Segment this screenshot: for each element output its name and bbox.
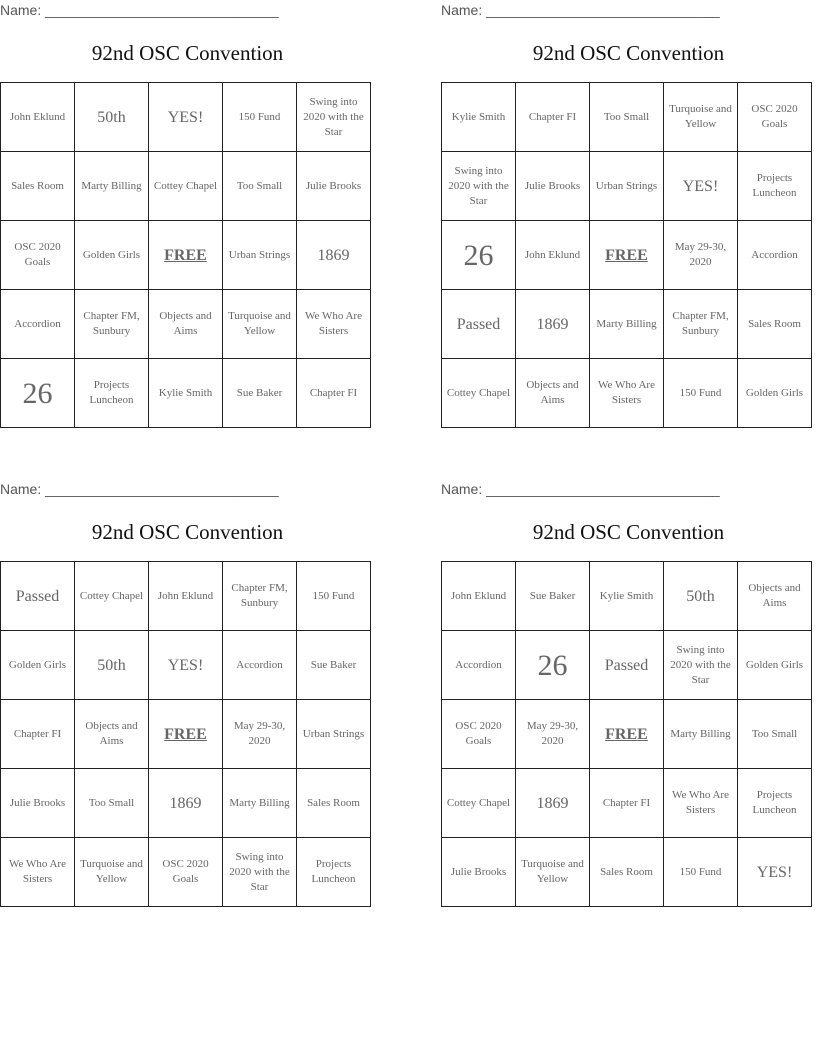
bingo-cell: Objects and Aims <box>75 700 149 769</box>
bingo-row <box>1 562 371 631</box>
bingo-cell: 1869 <box>516 769 590 838</box>
bingo-cell: Too Small <box>75 769 149 838</box>
free-space-cell: FREE <box>149 700 223 769</box>
bingo-cell: Cottey Chapel <box>442 769 516 838</box>
bingo-cell: Sue Baker <box>223 359 297 428</box>
bingo-cell: Chapter FM, Sunbury <box>223 562 297 631</box>
bingo-cell: John Eklund <box>1 83 75 152</box>
bingo-cell: Too Small <box>223 152 297 221</box>
bingo-cell: 26 <box>1 359 75 428</box>
bingo-cell: Julie Brooks <box>516 152 590 221</box>
bingo-row <box>1 838 371 907</box>
bingo-cell: Swing into 2020 with the Star <box>223 838 297 907</box>
bingo-cell: Accordion <box>442 631 516 700</box>
bingo-cell: YES! <box>149 631 223 700</box>
free-space-cell: FREE <box>149 221 223 290</box>
bingo-cell: Sue Baker <box>516 562 590 631</box>
bingo-cell: Chapter FI <box>516 83 590 152</box>
bingo-row <box>1 152 371 221</box>
bingo-cell: Projects Luncheon <box>75 359 149 428</box>
name-field[interactable]: Name: ______________________________ <box>441 2 720 18</box>
card-title: 92nd OSC Convention <box>532 520 725 544</box>
bingo-cell: 26 <box>516 631 590 700</box>
bingo-cell: 50th <box>664 562 738 631</box>
bingo-cell: Urban Strings <box>590 152 664 221</box>
bingo-cell: Chapter FM, Sunbury <box>75 290 149 359</box>
bingo-row <box>442 83 812 152</box>
bingo-cell: 150 Fund <box>664 359 738 428</box>
bingo-cell: Julie Brooks <box>1 769 75 838</box>
bingo-cell: 150 Fund <box>297 562 371 631</box>
bingo-grid <box>0 82 371 428</box>
bingo-cell: Objects and Aims <box>149 290 223 359</box>
bingo-cell: Projects Luncheon <box>738 152 812 221</box>
bingo-cell: Sue Baker <box>297 631 371 700</box>
bingo-cell: Swing into 2020 with the Star <box>664 631 738 700</box>
bingo-cell: YES! <box>738 838 812 907</box>
bingo-cell: Cottey Chapel <box>442 359 516 428</box>
bingo-cell: Passed <box>442 290 516 359</box>
bingo-row <box>1 700 371 769</box>
bingo-cell: Projects Luncheon <box>297 838 371 907</box>
bingo-cell: We Who Are Sisters <box>590 359 664 428</box>
bingo-cell: Golden Girls <box>738 631 812 700</box>
card-title: 92nd OSC Convention <box>532 41 725 65</box>
bingo-cell: Cottey Chapel <box>149 152 223 221</box>
bingo-cell: 1869 <box>149 769 223 838</box>
bingo-row <box>1 769 371 838</box>
bingo-cell: Sales Room <box>738 290 812 359</box>
bingo-cell: Accordion <box>223 631 297 700</box>
bingo-cell: Golden Girls <box>738 359 812 428</box>
name-field[interactable]: Name: ______________________________ <box>441 481 720 497</box>
bingo-cell: YES! <box>149 83 223 152</box>
bingo-cell: Turquoise and Yellow <box>223 290 297 359</box>
bingo-cell: Marty Billing <box>75 152 149 221</box>
bingo-cell: Swing into 2020 with the Star <box>442 152 516 221</box>
card-title: 92nd OSC Convention <box>91 41 284 65</box>
bingo-cell: We Who Are Sisters <box>297 290 371 359</box>
bingo-cell: Chapter FI <box>1 700 75 769</box>
bingo-cell: May 29-30, 2020 <box>223 700 297 769</box>
bingo-cell: 26 <box>442 221 516 290</box>
bingo-cell: Kylie Smith <box>590 562 664 631</box>
bingo-cell: Projects Luncheon <box>738 769 812 838</box>
bingo-cell: OSC 2020 Goals <box>149 838 223 907</box>
bingo-grid <box>441 82 812 428</box>
name-field[interactable]: Name: ______________________________ <box>0 2 279 18</box>
bingo-row <box>442 221 812 290</box>
bingo-cell: Marty Billing <box>590 290 664 359</box>
bingo-cell: YES! <box>664 152 738 221</box>
bingo-cell: Marty Billing <box>664 700 738 769</box>
bingo-cell: Swing into 2020 with the Star <box>297 83 371 152</box>
bingo-row <box>1 221 371 290</box>
bingo-cell: 1869 <box>516 290 590 359</box>
bingo-cell: Kylie Smith <box>149 359 223 428</box>
bingo-cell: Julie Brooks <box>297 152 371 221</box>
bingo-row <box>442 152 812 221</box>
bingo-cell: Objects and Aims <box>738 562 812 631</box>
bingo-cell: Kylie Smith <box>442 83 516 152</box>
bingo-cell: Turquoise and Yellow <box>75 838 149 907</box>
bingo-cell: Chapter FI <box>297 359 371 428</box>
bingo-cell: 50th <box>75 83 149 152</box>
bingo-cell: Too Small <box>738 700 812 769</box>
bingo-cell: We Who Are Sisters <box>664 769 738 838</box>
bingo-cell: Golden Girls <box>1 631 75 700</box>
card-title: 92nd OSC Convention <box>91 520 284 544</box>
bingo-row <box>1 83 371 152</box>
bingo-cell: Passed <box>590 631 664 700</box>
bingo-cell: OSC 2020 Goals <box>1 221 75 290</box>
bingo-cell: Julie Brooks <box>442 838 516 907</box>
bingo-cell: Sales Room <box>1 152 75 221</box>
bingo-cell: Passed <box>1 562 75 631</box>
bingo-cell: Sales Room <box>590 838 664 907</box>
bingo-cell: Objects and Aims <box>516 359 590 428</box>
bingo-cell: 150 Fund <box>223 83 297 152</box>
bingo-cell: May 29-30, 2020 <box>664 221 738 290</box>
bingo-row <box>442 290 812 359</box>
bingo-cell: Marty Billing <box>223 769 297 838</box>
bingo-cell: Too Small <box>590 83 664 152</box>
bingo-row <box>442 700 812 769</box>
bingo-cell: Chapter FI <box>590 769 664 838</box>
bingo-cell: John Eklund <box>516 221 590 290</box>
bingo-cell: Accordion <box>1 290 75 359</box>
bingo-row <box>1 290 371 359</box>
bingo-cell: 150 Fund <box>664 838 738 907</box>
bingo-cell: Urban Strings <box>297 700 371 769</box>
bingo-cell: Turquoise and Yellow <box>516 838 590 907</box>
bingo-row <box>442 769 812 838</box>
bingo-grid <box>0 561 371 907</box>
bingo-cell: John Eklund <box>149 562 223 631</box>
bingo-cell: Chapter FM, Sunbury <box>664 290 738 359</box>
bingo-cell: May 29-30, 2020 <box>516 700 590 769</box>
bingo-cell: OSC 2020 Goals <box>442 700 516 769</box>
name-field[interactable]: Name: ______________________________ <box>0 481 279 497</box>
bingo-cell: Urban Strings <box>223 221 297 290</box>
free-space-cell: FREE <box>590 221 664 290</box>
bingo-row <box>442 838 812 907</box>
bingo-cell: 1869 <box>297 221 371 290</box>
bingo-row <box>1 359 371 428</box>
bingo-cell: Turquoise and Yellow <box>664 83 738 152</box>
bingo-cell: We Who Are Sisters <box>1 838 75 907</box>
bingo-cell: Cottey Chapel <box>75 562 149 631</box>
bingo-row <box>442 631 812 700</box>
bingo-cell: Accordion <box>738 221 812 290</box>
bingo-row <box>442 359 812 428</box>
free-space-cell: FREE <box>590 700 664 769</box>
bingo-cell: John Eklund <box>442 562 516 631</box>
bingo-cell: Sales Room <box>297 769 371 838</box>
bingo-row <box>442 562 812 631</box>
bingo-cell: OSC 2020 Goals <box>738 83 812 152</box>
bingo-row <box>1 631 371 700</box>
bingo-grid <box>441 561 812 907</box>
bingo-cell: Golden Girls <box>75 221 149 290</box>
bingo-cell: 50th <box>75 631 149 700</box>
